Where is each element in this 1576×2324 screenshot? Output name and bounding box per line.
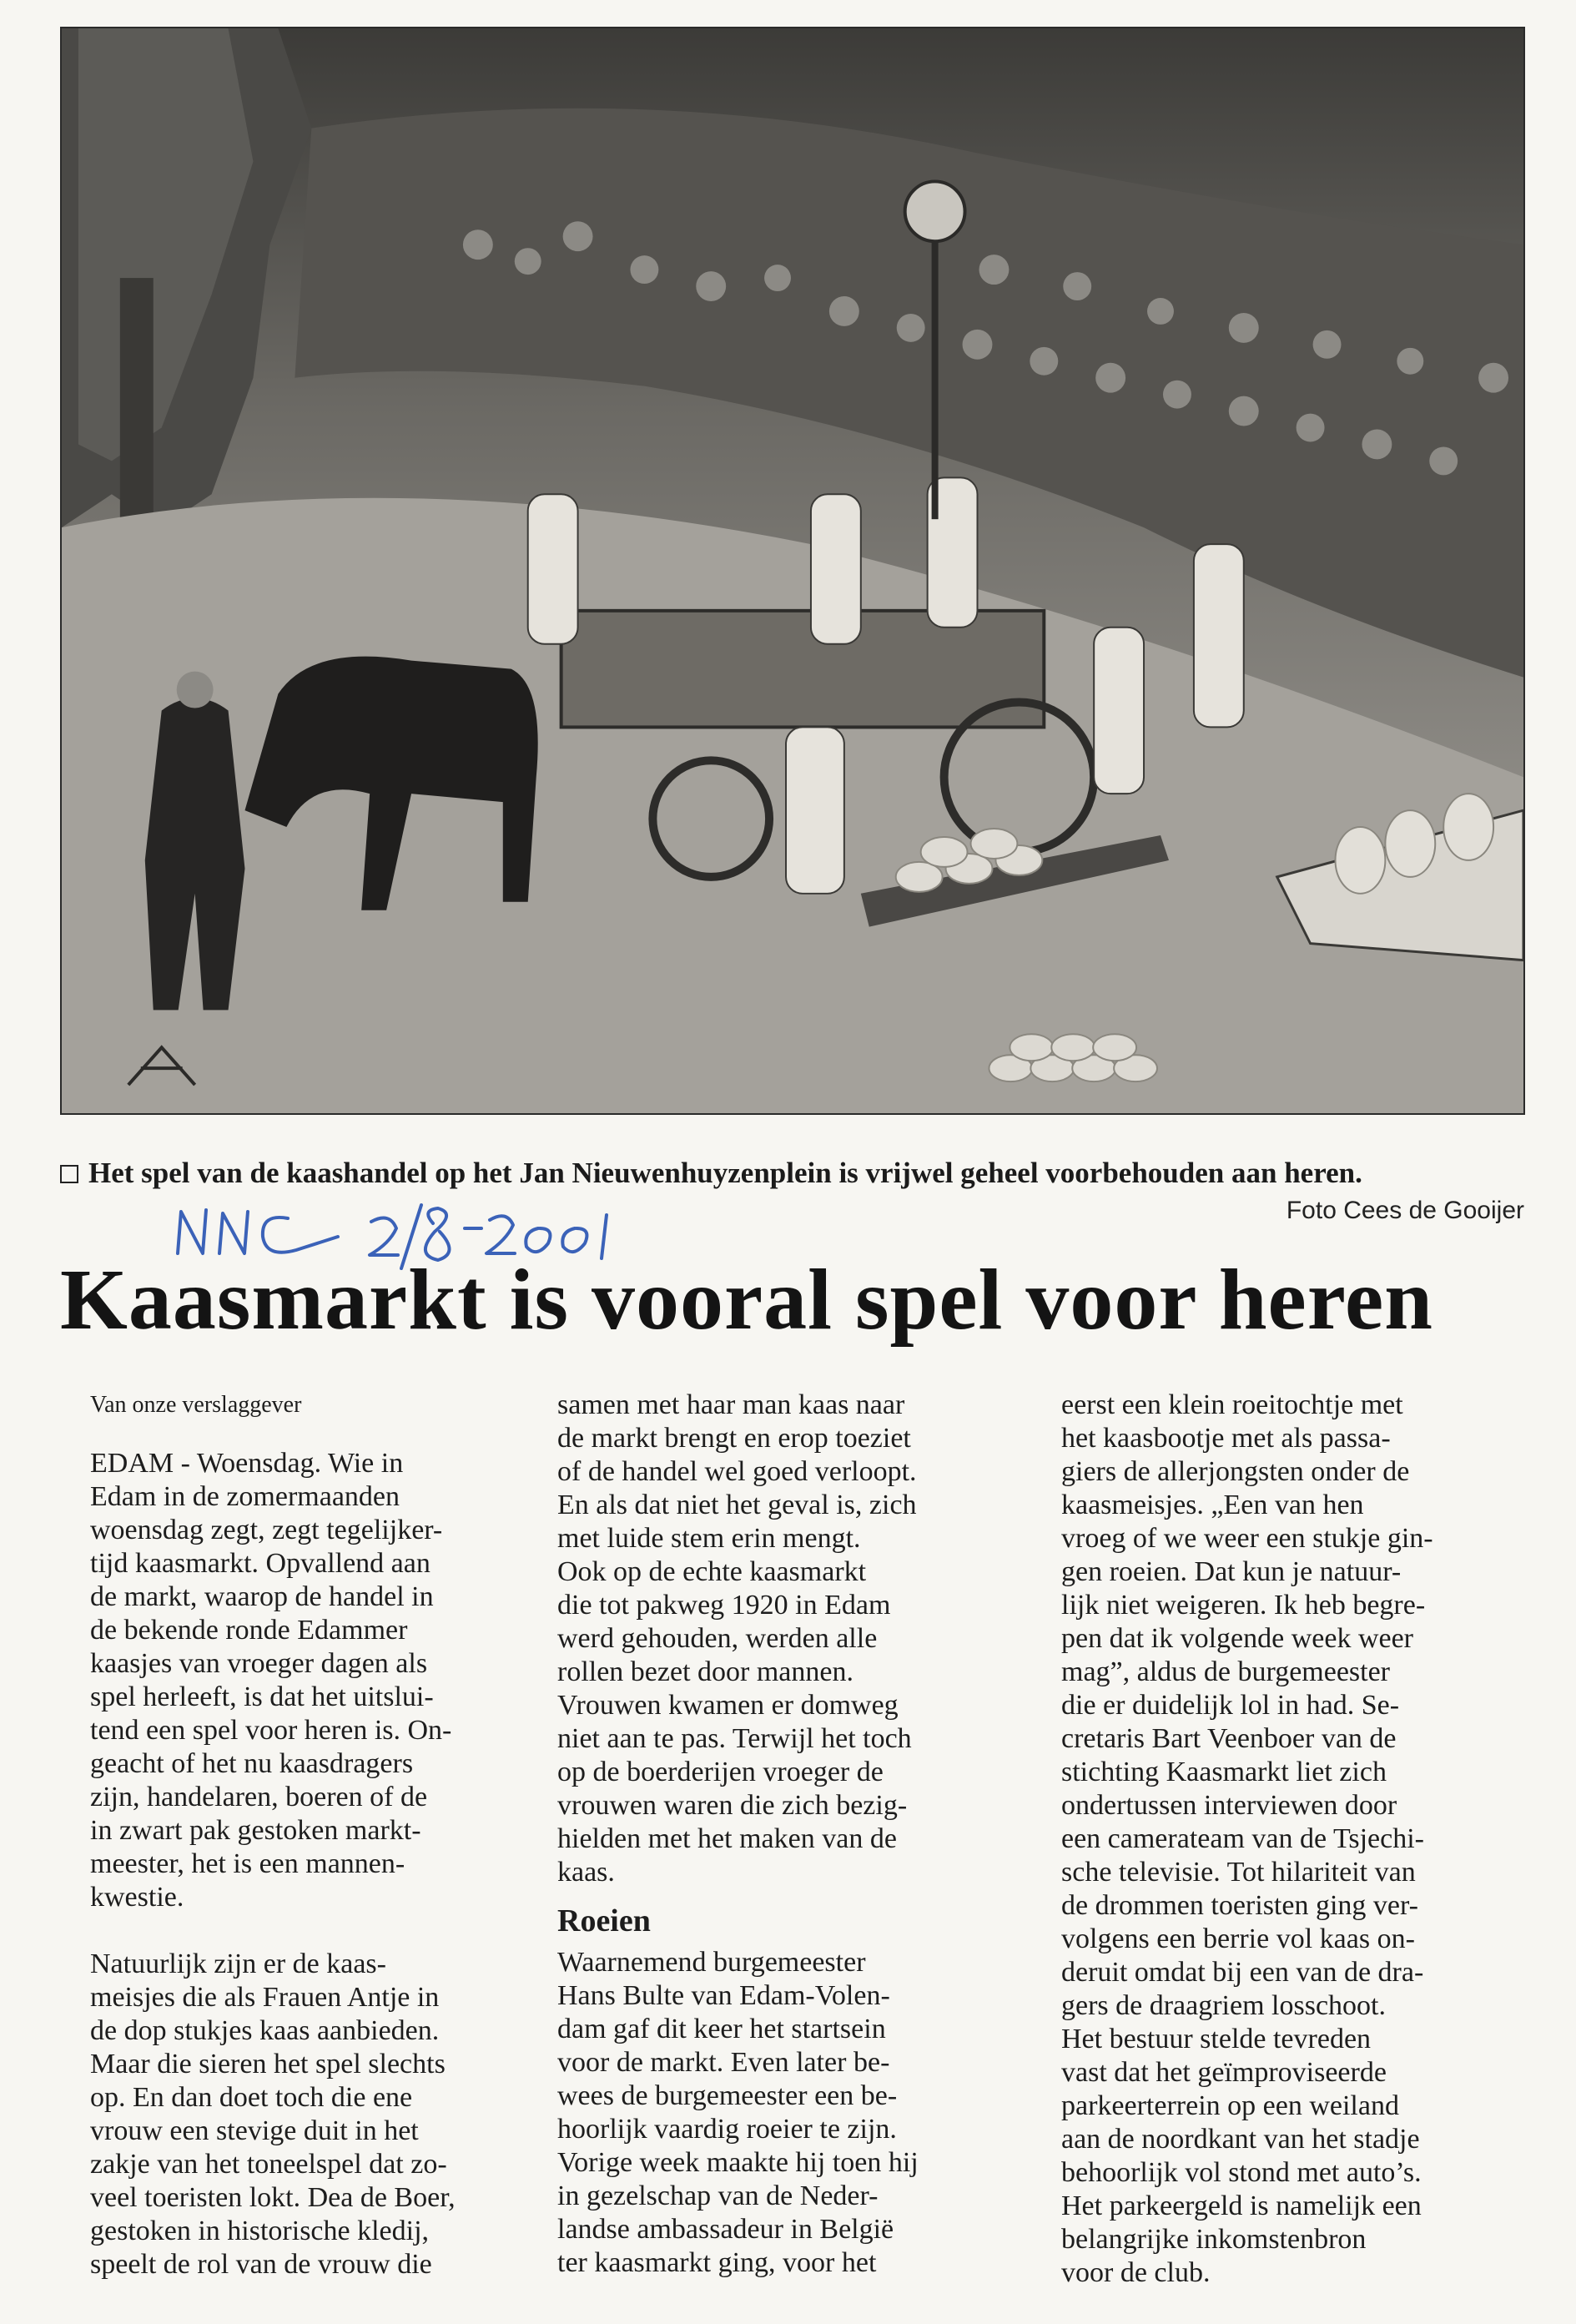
byline: Van onze verslaggever [90,1392,302,1418]
article-column-2 [557,1389,1025,2280]
photo-caption [60,1155,1525,1192]
paragraph-5: Waarnemend burgemeester Hans Bulte van Edam-Volen- dam gaf dit keer het startsein voor de markt. Even later be- wees de burgemeester een be- hoorlijk vaardig roeier te zijn. Vorige week maakte hij toen hij in gezelschap van de Neder- landse ambassadeur in België ter kaasmarkt ging, voor het [557,1947,919,2278]
photo-credit: Foto Cees de Gooijer [1286,1197,1524,1224]
cheese-market-photo [60,27,1525,1115]
paragraph-6: eerst een klein roeitochtje met het kaasbootje met als passa- giers de allerjongsten onder de kaasmeisjes. „Een van hen vroeg of we weer een stukje gin- gen roeien. Dat kun je natuur- lijk niet weigeren. Ik heb begre- pen dat ik volgende week weer mag”, aldus de burgemeester die er duidelijk lol in had. Se- cretaris Bart Veenboer van de stichting Kaasmarkt liet zich ondertussen interviewen door een camerateam van de Tsjechi- sche televisie. Tot hilariteit van de drommen toeristen ging ver- volgens een berrie vol kaas on- deruit omdat bij een van de dra- gers de draagriem losschoot. [1061,1389,1433,2021]
paragraph-4: Ook op de echte kaasmarkt die tot pakweg 1920 in Edam werd gehouden, werden alle rollen bezet door mannen. Vrouwen kwamen er domweg niet aan te pas. Terwijl het toch op de boerderijen vroeger de vrouwen waren die zich bezig- hielden met het maken van de kaas. [557,1556,912,1888]
paragraph-2: Natuurlijk zijn er de kaas- meisjes die als Frauen Antje in de dop stukjes kaas aanbieden. Maar die sieren het spel slechts op. En dan doet toch die ene vrouw een stevige duit in het zakje van het toneelspel dat zo- veel toeristen lokt. Dea de Boer, gestoken in historische kledij, speelt de rol van de vrouw die [90,1948,456,2280]
photo-illustration [62,28,1523,1113]
paragraph-3: samen met haar man kaas naar de markt brengt en erop toeziet of de handel wel goed verloopt. En als dat niet het geval is, zich met luide stem erin mengt. [557,1389,917,1554]
article-column-3 [1061,1389,1528,2290]
subhead: Roeien [557,1903,651,1938]
article-column-1 [90,1389,524,2281]
headline: Kaasmarkt is vooral spel voor heren [60,1252,1433,1348]
paragraph-1: EDAM - Woensdag. Wie in Edam in de zomermaanden woensdag zegt, zegt tegelijker- tijd kaasmarkt. Opvallend aan de markt, waarop de handel in de bekende ronde Edammer kaasjes van vroeger dagen als spel herleeft, is dat het uitslui- tend een spel voor heren is. On- geacht of het nu kaasdragers zijn, handelaren, boeren of de in zwart pak gestoken markt- meester, het is een mannen- kwestie. [90,1448,452,1913]
paragraph-7: Het bestuur stelde tevreden vast dat het geïmproviseerde parkeerterrein op een weiland aan de noordkant van het stadje behoorlijk vol stond met auto’s. Het parkeergeld is namelijk een belangrijke inkomstenbron voor de club. [1061,2024,1422,2288]
caption-text: Het spel van de kaashandel op het Jan Nieuwenhuyzenplein is vrijwel geheel voorbehouden aan heren. [88,1157,1362,1189]
caption-box-icon [60,1165,78,1183]
